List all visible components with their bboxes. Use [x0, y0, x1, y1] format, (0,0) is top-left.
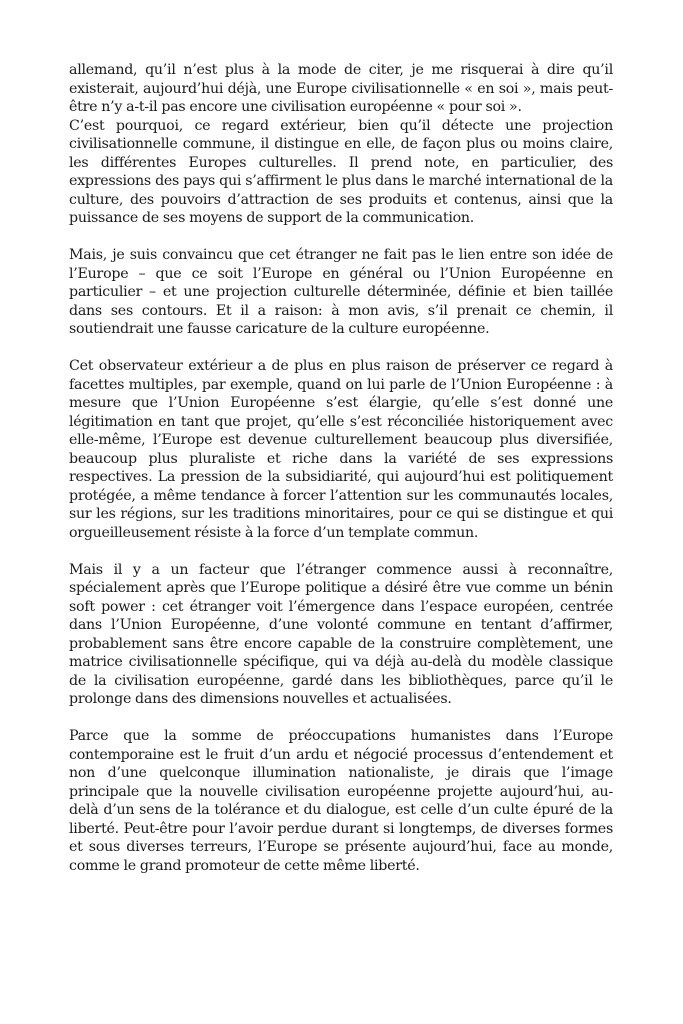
paragraph-1: allemand, qu’il n’est plus à la mode de citer, je me risquerai à dire qu’il existerait, aujourd’hui déjà, une Europe civilisationnelle « en soi », mais peut-être n’y a-t-il pas encore une civilisation européenne « pour soi ».: [69, 62, 613, 115]
paragraph-5: Mais il y a un facteur que l’étranger commence aussi à reconnaître, spécialement après que l’Europe politique a désiré être vue comme un bénin soft power : cet étranger voit l’émergence dans l’espace européen, centrée dans l’Union Européenne, d’une volonté commune en tentant d’affirmer, probablement sans être encore capable de la construire complètement, une matrice civilisationnelle spécifique, qui va déjà au-delà du modèle classique de la civilisation européenne, gardé dans les bibliothèques, parce qu’il le prolonge dans des dimensions nouvelles et actualisées.: [69, 561, 613, 707]
paragraph-2: C’est pourquoi, ce regard extérieur, bien qu’il détecte une projection civilisationnelle commune, il distingue en elle, de façon plus ou moins claire, les différentes Europes culturelles. Il prend note, en particulier, des expressions des pays qui s’affirment le plus dans le marché international de la culture, des pouvoirs d’attraction de ses produits et contenus, ainsi que la puissance de ses moyens de support de la communication.: [69, 117, 613, 226]
document-page: [69, 61, 613, 875]
paragraph-4: Cet observateur extérieur a de plus en plus raison de préserver ce regard à facettes multiples, par exemple, quand on lui parle de l’Union Européenne : à mesure que l’Union Européenne s’est élargie, qu’elle s’est donné une légitimation en tant que projet, qu’elle s’est réconciliée historiquement avec elle-même, l’Europe est devenue culturellement beaucoup plus diversifiée, beaucoup plus pluraliste et riche dans la variété de ses expressions respectives. La pression de la subsidiarité, qui aujourd’hui est politiquement protégée, a même tendance à forcer l’attention sur les communautés locales, sur les régions, sur les traditions minoritaires, pour ce qui se distingue et qui orgueilleusement résiste à la force d’un template commun.: [69, 358, 613, 541]
paragraph-6: Parce que la somme de préoccupations humanistes dans l’Europe contemporaine est le fruit d’un ardu et négocié processus d’entendement et non d’une quelconque illumination nationaliste, je dirais que l’image principale que la nouvelle civilisation européenne projette aujourd’hui, au-delà d’un sens de la tolérance et du dialogue, est celle d’un culte épuré de la liberté. Peut-être pour l’avoir perdue durant si longtemps, de diverses formes et sous diverses terreurs, l’Europe se présente aujourd’hui, face au monde, comme le grand promoteur de cette même liberté.: [69, 728, 613, 874]
paragraph-3: Mais, je suis convaincu que cet étranger ne fait pas le lien entre son idée de l’Europe – que ce soit l’Europe en général ou l’Union Européenne en particulier – et une projection culturelle déterminée, définie et bien taillée dans ses contours. Et il a raison: à mon avis, s’il prenait ce chemin, il soutiendrait une fausse caricature de la culture européenne.: [69, 247, 613, 337]
